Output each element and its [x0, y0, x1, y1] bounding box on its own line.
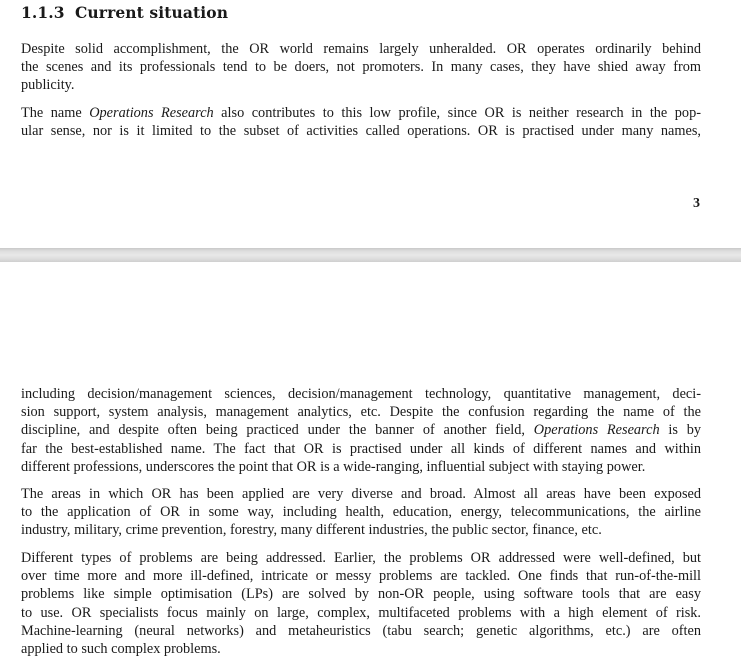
text-line: sion support, system analysis, management analytics, etc. Despite the confusion regarding the name of the [21, 404, 701, 421]
section-title: Current situation [75, 3, 229, 22]
text-line: Machine-learning (neural networks) and metaheuristics (tabu search; genetic algorithms, etc.) are often [21, 622, 701, 639]
text-line: problems like simple optimisation (LPs) are solved by non-OR people, using software tools that are easy [21, 586, 701, 603]
page-separator [0, 248, 741, 262]
text-line: Despite solid accomplishment, the OR world remains largely unheralded. OR operates ordinarily behind [21, 41, 701, 57]
italic-term: Operations Research [533, 422, 660, 439]
text-line: The areas in which OR has been applied are very diverse and broad. Almost all areas have been exposed [21, 486, 701, 502]
text-fragment: The name [21, 105, 90, 121]
text-line: including decision/management sciences, decision/management technology, quantitative management, deci- [21, 386, 701, 402]
text-fragment: discipline, and despite often being practiced under the banner of another field, [21, 422, 534, 439]
italic-term: Operations Research [89, 105, 214, 121]
text-line: to the application of OR in some way, including health, education, energy, telecommunications, the airline [21, 504, 701, 521]
text-line: to use. OR specialists focus mainly on large, complex, multifaceted problems with a high element of risk. [21, 604, 701, 621]
text-line: far the best-established name. The fact that OR is practised under all kinds of different names and within [21, 440, 701, 457]
text-fragment: also contributes to this low profile, since OR is neither research in the pop- [213, 105, 701, 121]
text-line: different professions, underscores the point that OR is a wide-ranging, influential subject with staying power. [21, 458, 646, 475]
text-line: over time more and more ill-defined, intricate or messy problems are tackled. One finds that run-of-the-mill [21, 568, 701, 585]
section-heading [21, 3, 228, 22]
text-line: publicity. [21, 77, 75, 94]
page-number: 3 [693, 196, 700, 211]
text-line [21, 421, 701, 439]
text-fragment: is by [659, 422, 702, 439]
document-page-top [0, 0, 741, 248]
text-line: ular sense, nor is it limited to the subset of activities called operations. OR is practised under many names, [21, 123, 701, 140]
paragraph-problems [21, 549, 701, 658]
paragraph-names-continued [21, 385, 701, 476]
text-line: Different types of problems are being addressed. Earlier, the problems OR addressed were well-defined, but [21, 550, 701, 566]
paragraph-areas [21, 485, 701, 540]
text-line [21, 104, 701, 122]
section-number: 1.1.3 [21, 3, 65, 22]
paragraph-unheralded [21, 40, 701, 95]
text-line: the scenes and its professionals tend to be doers, not promoters. In many cases, they have shied away from [21, 59, 701, 76]
paragraph-name [21, 104, 701, 140]
text-line: industry, military, crime prevention, forestry, many different industries, the public sector, finance, etc. [21, 522, 602, 539]
text-line: applied to such complex problems. [21, 641, 221, 658]
